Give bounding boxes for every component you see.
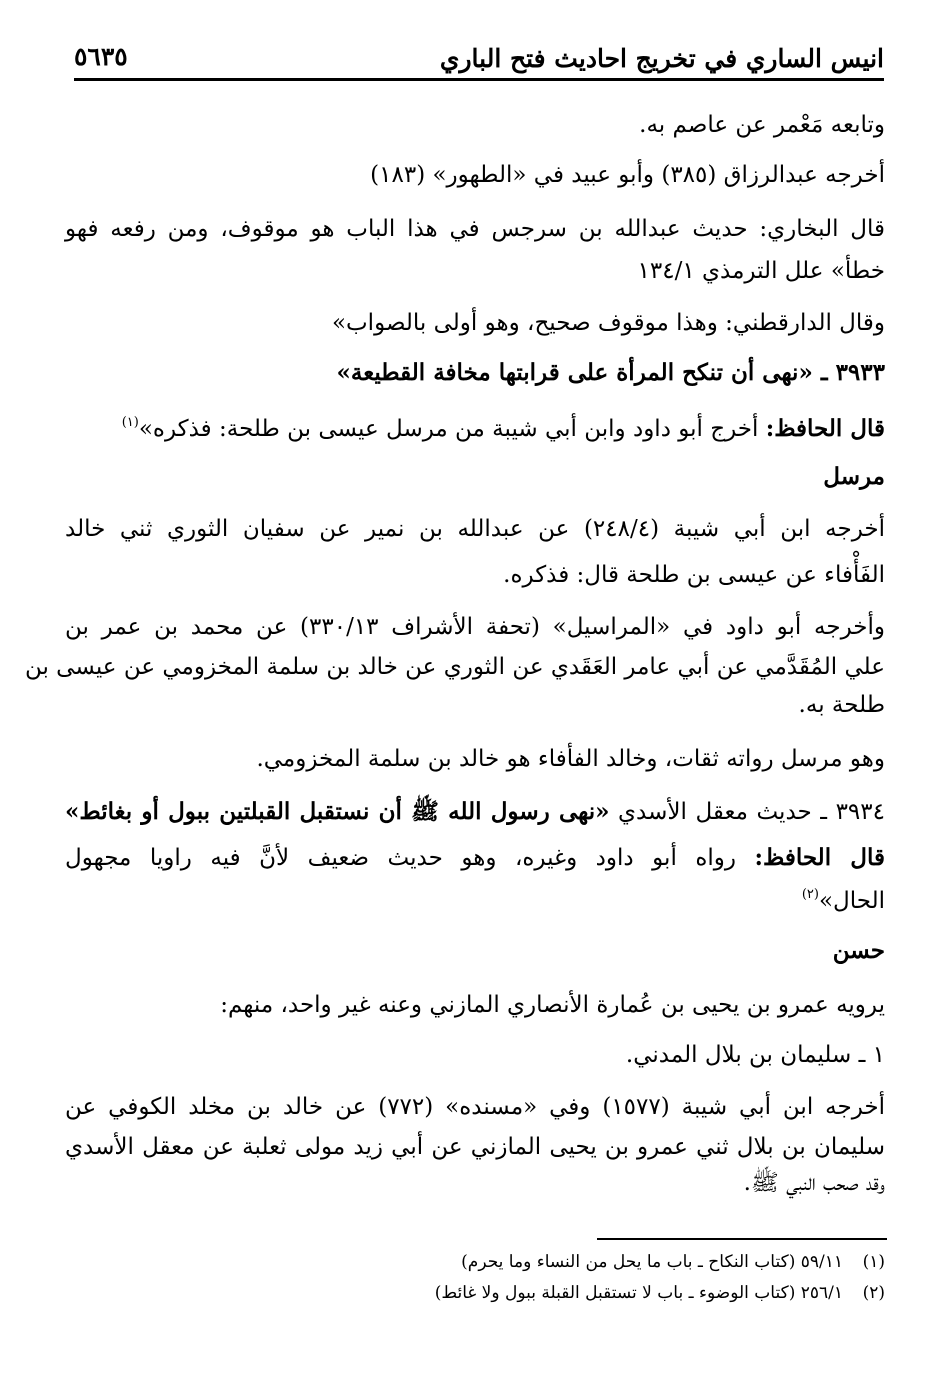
hafiz-label: قال الحافظ:: [754, 844, 885, 871]
footnote-text: ٥٩/١١ (كتاب النكاح ـ باب ما يحل من النساء وما يحرم): [461, 1252, 843, 1272]
text-line: وهو مرسل رواته ثقات، وخالد الفأفاء هو خالد بن سلمة المخزومي.: [256, 746, 885, 772]
hafiz-statement: [65, 408, 885, 442]
footnote: [65, 1250, 885, 1274]
text-line: قال البخاري: حديث عبدالله بن سرجس في هذا الباب هو موقوف، ومن رفعه فهو: [65, 216, 885, 242]
text-line: [65, 880, 885, 914]
text-line: طلحة به.: [798, 692, 885, 718]
running-title: انيس الساري في تخريج احاديث فتح الباري: [439, 44, 884, 73]
footnote-text: ٢٥٦/١ (كتاب الوضوء ـ باب لا تستقبل القبلة ببول ولا غائط): [434, 1283, 843, 1303]
text-span: الحال»: [818, 888, 885, 914]
hadith-heading-3933: ٣٩٣٣ ـ «نهى أن تنكح المرأة على قرابتها مخافة القطيعة»: [336, 359, 885, 386]
text-line: وأخرجه أبو داود في «المراسيل» (تحفة الأشراف ٣٣٠/١٣) عن محمد بن عمر بن: [65, 614, 885, 640]
text-line: خطأ» علل الترمذي ١٣٤/١: [637, 258, 885, 284]
text-line: أخرجه ابن أبي شيبة (١٥٧٧) وفي «مسنده» (٧٧٢) عن خالد بن مخلد الكوفي عن: [65, 1094, 885, 1120]
footnote: [65, 1281, 885, 1305]
grading-label: حسن: [832, 937, 885, 964]
footnote-ref-2: (٢): [801, 887, 819, 902]
footnote-ref-1: (١): [121, 415, 139, 430]
text-line: سليمان بن بلال ثني عمرو بن يحيى المازني عن أبي زيد مولى ثعلبة عن معقل الأسدي: [65, 1134, 885, 1160]
hafiz-text: أخرج أبو داود وابن أبي شيبة من مرسل عيسى بن طلحة: فذكره»: [138, 416, 766, 442]
text-line: أخرجه ابن أبي شيبة (٢٤٨/٤) عن عبدالله بن نمير عن سفيان الثوري ثني خالد: [65, 516, 885, 542]
hadith-heading-prefix: ٣٩٣٤ ـ حديث معقل الأسدي: [609, 799, 885, 825]
text-line: يرويه عمرو بن يحيى بن عُمارة الأنصاري المازني وعنه غير واحد، منهم:: [220, 992, 885, 1018]
footnote-separator: [597, 1238, 887, 1240]
footnote-number: (٢): [862, 1283, 885, 1303]
hadith-heading-3934: [65, 797, 885, 827]
hafiz-statement: [65, 843, 885, 873]
text-line: علي المُقَدَّمي عن أبي عامر العَقَدي عن الثوري عن خالد بن سلمة المخزومي عن عيسى بن: [24, 654, 885, 680]
text-line: وقال الدارقطني: وهذا موقوف صحيح، وهو أولى بالصواب»: [331, 310, 885, 336]
page-header: [74, 38, 884, 81]
footnote-number: (١): [862, 1252, 885, 1272]
hafiz-text: رواه أبو داود وغيره، وهو حديث ضعيف لأنَّ فيه راويا مجهول: [65, 845, 755, 871]
grading-label: مرسل: [823, 463, 885, 490]
page-number: ٥٦٣٥: [74, 42, 128, 71]
hafiz-label: قال الحافظ:: [765, 415, 885, 442]
text-line: ١ ـ سليمان بن بلال المدني.: [625, 1042, 885, 1068]
hadith-text: «نهى رسول الله ﷺ أن نستقبل القبلتين ببول أو بغائط»: [65, 798, 610, 825]
text-line: وقد صحب النبي ﷺ.: [743, 1170, 885, 1196]
text-line: أخرجه عبدالرزاق (٣٨٥) وأبو عبيد في «الطهور» (١٨٣): [370, 162, 885, 188]
text-line: الفَأْفاء عن عيسى بن طلحة قال: فذكره.: [503, 562, 885, 588]
text-line: وتابعه مَعْمر عن عاصم به.: [639, 112, 885, 138]
